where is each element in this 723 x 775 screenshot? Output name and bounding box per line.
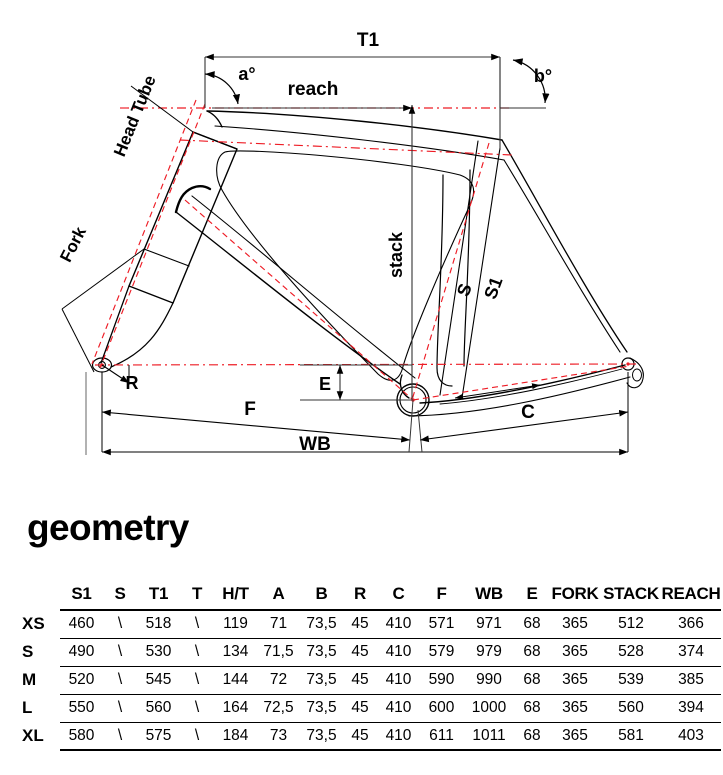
label-s1: S1 (480, 274, 507, 302)
label-wb: WB (299, 434, 331, 455)
table-cell: 590 (420, 666, 463, 694)
table-cell: 394 (661, 694, 721, 722)
table-cell: 410 (377, 638, 420, 666)
table-cell: 144 (214, 666, 257, 694)
table-cell: 72 (257, 666, 300, 694)
label-c: C (521, 402, 535, 423)
col-head-s1: S1 (60, 584, 103, 610)
col-head-b: B (300, 584, 343, 610)
col-head-size (20, 584, 60, 610)
table-cell: 571 (420, 610, 463, 638)
row-size-label: S (22, 642, 34, 661)
table-cell: 971 (463, 610, 515, 638)
table-cell: 990 (463, 666, 515, 694)
table-cell: \ (180, 638, 214, 666)
table-cell: 73,5 (300, 722, 343, 750)
label-t1: T1 (356, 30, 380, 51)
table-cell: 68 (515, 722, 549, 750)
table-cell: 68 (515, 694, 549, 722)
table-cell: 1011 (463, 722, 515, 750)
table-cell: 45 (343, 638, 377, 666)
table-cell: 71,5 (257, 638, 300, 666)
table-cell: 580 (60, 722, 103, 750)
col-head-s: S (103, 584, 137, 610)
row-size-label: XS (22, 614, 45, 633)
table-cell: 528 (601, 638, 661, 666)
table-cell: 403 (661, 722, 721, 750)
col-head-ht: H/T (214, 584, 257, 610)
table-cell: \ (103, 666, 137, 694)
table-cell: 45 (343, 666, 377, 694)
table-cell: 520 (60, 666, 103, 694)
table-cell: 365 (549, 694, 601, 722)
table-row (20, 694, 721, 722)
col-head-fork: FORK (549, 584, 601, 610)
table-cell: 73,5 (300, 666, 343, 694)
table-cell: 374 (661, 638, 721, 666)
table-cell: 184 (214, 722, 257, 750)
table-cell: 73 (257, 722, 300, 750)
table-cell: 134 (214, 638, 257, 666)
table-cell: 366 (661, 610, 721, 638)
table-cell: 410 (377, 666, 420, 694)
table-cell: 581 (601, 722, 661, 750)
table-cell: 575 (137, 722, 180, 750)
table-cell: \ (103, 610, 137, 638)
label-angle-a: a° (238, 64, 256, 84)
table-body (20, 610, 721, 750)
row-size-label: M (22, 670, 37, 689)
label-e: E (318, 374, 332, 394)
label-stack: stack (386, 231, 406, 279)
table-header (20, 584, 721, 610)
table-cell: \ (180, 694, 214, 722)
table-header-row (20, 584, 721, 610)
table-cell: 68 (515, 666, 549, 694)
col-head-t: T (180, 584, 214, 610)
table-cell: 600 (420, 694, 463, 722)
table-cell: 560 (601, 694, 661, 722)
table-row (20, 638, 721, 666)
col-head-a: A (257, 584, 300, 610)
table-cell: 539 (601, 666, 661, 694)
table-cell: 545 (137, 666, 180, 694)
geometry-table (20, 584, 721, 751)
row-size-label: L (22, 698, 33, 717)
table-cell: \ (180, 610, 214, 638)
table-row (20, 666, 721, 694)
table-cell: 72,5 (257, 694, 300, 722)
table-cell: 73,5 (300, 638, 343, 666)
label-reach: reach (287, 79, 339, 100)
col-head-f: F (420, 584, 463, 610)
table-cell: 460 (60, 610, 103, 638)
table-cell: 410 (377, 694, 420, 722)
table-cell: 45 (343, 694, 377, 722)
table-cell: 512 (601, 610, 661, 638)
col-head-reach: REACH (661, 584, 721, 610)
col-head-c: C (377, 584, 420, 610)
table-cell: 1000 (463, 694, 515, 722)
table-row (20, 610, 721, 638)
table-cell: 68 (515, 638, 549, 666)
table-cell: 45 (343, 610, 377, 638)
table-cell: 119 (214, 610, 257, 638)
table-cell: 550 (60, 694, 103, 722)
label-s: S (452, 280, 476, 300)
table-cell: 611 (420, 722, 463, 750)
label-r: R (125, 373, 139, 393)
label-fork: Fork (56, 223, 90, 266)
table-cell: \ (103, 694, 137, 722)
table-cell: 365 (549, 722, 601, 750)
table-cell: 979 (463, 638, 515, 666)
table-cell: 365 (549, 638, 601, 666)
table-cell: 410 (377, 610, 420, 638)
table-cell: 410 (377, 722, 420, 750)
geometry-table-container (20, 584, 721, 751)
table-cell: 490 (60, 638, 103, 666)
table-cell: 385 (661, 666, 721, 694)
col-head-t1: T1 (137, 584, 180, 610)
table-cell: 68 (515, 610, 549, 638)
col-head-stack: STACK (601, 584, 661, 610)
table-cell: 518 (137, 610, 180, 638)
table-row (20, 722, 721, 750)
table-cell: 365 (549, 610, 601, 638)
table-cell: 365 (549, 666, 601, 694)
table-cell: 73,5 (300, 610, 343, 638)
table-cell: 560 (137, 694, 180, 722)
table-cell: 71 (257, 610, 300, 638)
label-head-tube: Head Tube (110, 72, 160, 160)
table-cell: 579 (420, 638, 463, 666)
row-size-label: XL (22, 726, 44, 745)
table-cell: \ (180, 666, 214, 694)
page-title: geometry (27, 507, 189, 548)
table-cell: \ (180, 722, 214, 750)
col-head-r: R (343, 584, 377, 610)
col-head-e: E (515, 584, 549, 610)
table-cell: 45 (343, 722, 377, 750)
table-cell: \ (103, 722, 137, 750)
table-cell: 530 (137, 638, 180, 666)
col-head-wb: WB (463, 584, 515, 610)
table-cell: 73,5 (300, 694, 343, 722)
label-f: F (244, 399, 256, 420)
label-angle-b: b° (533, 66, 553, 86)
table-cell: 164 (214, 694, 257, 722)
table-cell: \ (103, 638, 137, 666)
